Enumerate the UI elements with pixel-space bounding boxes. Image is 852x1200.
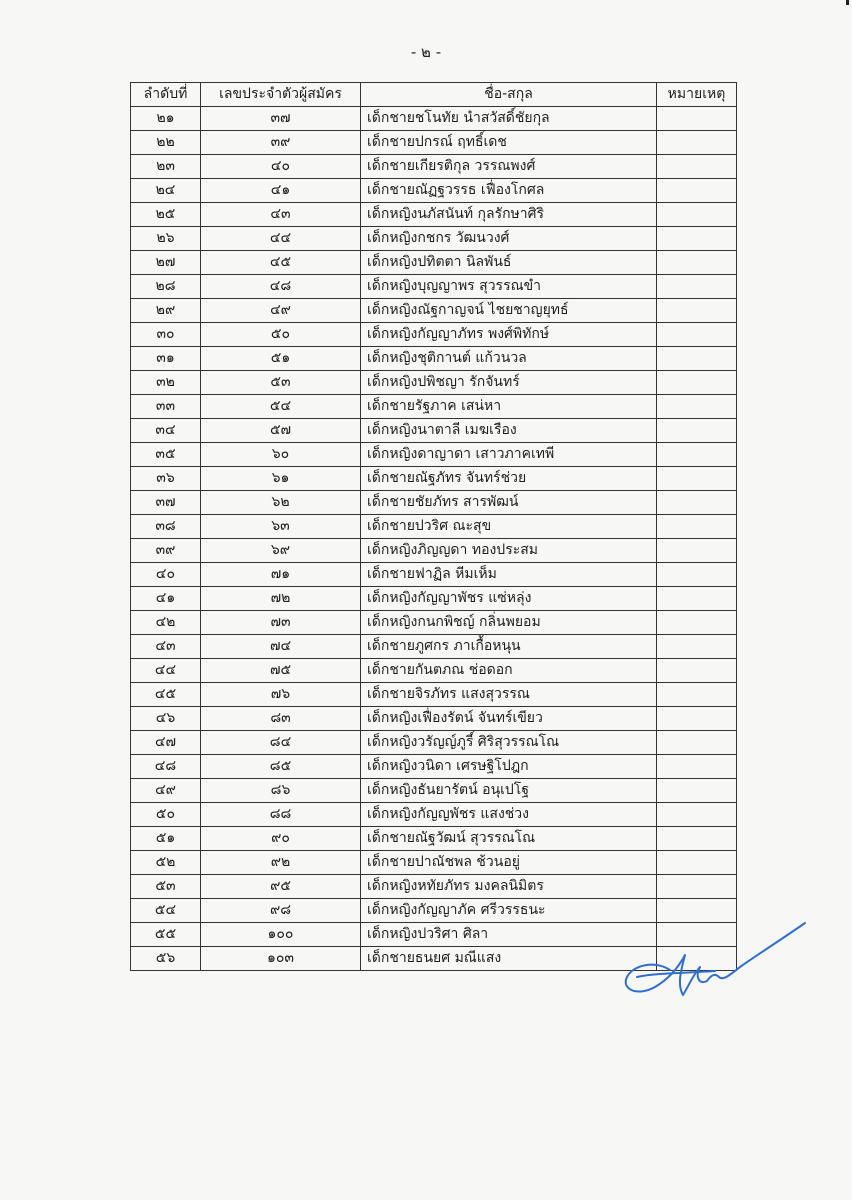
row-name: เด็กหญิงกนกพิชญ์ กลิ่นพยอม <box>361 611 657 635</box>
table-row <box>131 851 737 875</box>
row-applicant-id: ๘๓ <box>201 707 361 731</box>
row-applicant-id: ๙๒ <box>201 851 361 875</box>
row-applicant-id: ๘๕ <box>201 755 361 779</box>
row-remark <box>657 347 737 371</box>
table-row <box>131 683 737 707</box>
row-remark <box>657 827 737 851</box>
row-remark <box>657 491 737 515</box>
row-remark <box>657 323 737 347</box>
row-applicant-id: ๕๔ <box>201 395 361 419</box>
row-applicant-id: ๕๐ <box>201 323 361 347</box>
row-order: ๔๘ <box>131 755 201 779</box>
row-order: ๕๒ <box>131 851 201 875</box>
row-applicant-id: ๔๓ <box>201 203 361 227</box>
row-order: ๕๕ <box>131 923 201 947</box>
table-body <box>131 107 737 971</box>
row-applicant-id: ๔๔ <box>201 227 361 251</box>
table-row <box>131 491 737 515</box>
header-applicant-id: เลขประจำตัวผู้สมัคร <box>201 83 361 107</box>
row-order: ๒๑ <box>131 107 201 131</box>
row-applicant-id: ๗๕ <box>201 659 361 683</box>
scan-mark <box>846 0 849 5</box>
row-applicant-id: ๔๘ <box>201 275 361 299</box>
row-applicant-id: ๙๐ <box>201 827 361 851</box>
table-row <box>131 707 737 731</box>
table-row <box>131 611 737 635</box>
row-applicant-id: ๗๓ <box>201 611 361 635</box>
row-order: ๔๔ <box>131 659 201 683</box>
row-remark <box>657 683 737 707</box>
row-remark <box>657 707 737 731</box>
row-order: ๓๒ <box>131 371 201 395</box>
row-order: ๔๙ <box>131 779 201 803</box>
row-name: เด็กชายรัฐภาค เสน่หา <box>361 395 657 419</box>
row-order: ๓๔ <box>131 419 201 443</box>
page-number: - ๒ - <box>410 43 442 61</box>
row-applicant-id: ๔๙ <box>201 299 361 323</box>
row-order: ๓๖ <box>131 467 201 491</box>
row-applicant-id: ๔๑ <box>201 179 361 203</box>
table-row <box>131 251 737 275</box>
row-order: ๓๐ <box>131 323 201 347</box>
header-name: ชื่อ-สกุล <box>361 83 657 107</box>
row-remark <box>657 155 737 179</box>
row-remark <box>657 731 737 755</box>
row-name: เด็กหญิงวนิดา เศรษฐิโปฎก <box>361 755 657 779</box>
row-order: ๕๐ <box>131 803 201 827</box>
row-name: เด็กหญิงธันยารัตน์ อนุเปโฐ <box>361 779 657 803</box>
row-name: เด็กชายธนยศ มณีแสง <box>361 947 657 971</box>
row-remark <box>657 635 737 659</box>
table-row <box>131 371 737 395</box>
row-order: ๕๖ <box>131 947 201 971</box>
table-row <box>131 467 737 491</box>
row-applicant-id: ๗๒ <box>201 587 361 611</box>
table-row <box>131 299 737 323</box>
table-row <box>131 227 737 251</box>
row-name: เด็กหญิงภิญญดา ทองประสม <box>361 539 657 563</box>
row-name: เด็กชายกันตภณ ช่อดอก <box>361 659 657 683</box>
row-remark <box>657 755 737 779</box>
table-row <box>131 731 737 755</box>
row-remark <box>657 803 737 827</box>
table-row <box>131 827 737 851</box>
row-remark <box>657 179 737 203</box>
row-order: ๔๑ <box>131 587 201 611</box>
row-remark <box>657 275 737 299</box>
row-remark <box>657 251 737 275</box>
row-applicant-id: ๑๐๐ <box>201 923 361 947</box>
row-name: เด็กหญิงนาตาลี เมฆเรือง <box>361 419 657 443</box>
table-row <box>131 347 737 371</box>
row-order: ๒๖ <box>131 227 201 251</box>
row-applicant-id: ๖๒ <box>201 491 361 515</box>
row-applicant-id: ๕๑ <box>201 347 361 371</box>
row-applicant-id: ๘๘ <box>201 803 361 827</box>
row-name: เด็กหญิงบุญญาพร สุวรรณขำ <box>361 275 657 299</box>
row-name: เด็กชายณัฏฐวรรธ เฟื่องโกศล <box>361 179 657 203</box>
row-name: เด็กหญิงณัฐกาญจน์ ไชยชาญยุทธ์ <box>361 299 657 323</box>
row-order: ๕๓ <box>131 875 201 899</box>
table-row <box>131 635 737 659</box>
row-applicant-id: ๖๑ <box>201 467 361 491</box>
row-name: เด็กหญิงปทิตตา นิลพันธ์ <box>361 251 657 275</box>
table-row <box>131 875 737 899</box>
table-row <box>131 515 737 539</box>
row-name: เด็กหญิงดาญาดา เสาวภาคเทพี <box>361 443 657 467</box>
row-applicant-id: ๖๙ <box>201 539 361 563</box>
row-name: เด็กหญิงเฟื่องรัตน์ จันทร์เขียว <box>361 707 657 731</box>
row-order: ๓๓ <box>131 395 201 419</box>
table-row <box>131 203 737 227</box>
row-name: เด็กชายณัฐภัทร จันทร์ช่วย <box>361 467 657 491</box>
row-remark <box>657 515 737 539</box>
row-remark <box>657 563 737 587</box>
table-row <box>131 107 737 131</box>
table-row <box>131 587 737 611</box>
row-remark <box>657 443 737 467</box>
row-applicant-id: ๘๖ <box>201 779 361 803</box>
row-applicant-id: ๔๕ <box>201 251 361 275</box>
row-name: เด็กชายฟาฏิล หีมเห็ม <box>361 563 657 587</box>
row-name: เด็กชายจิรภัทร แสงสุวรรณ <box>361 683 657 707</box>
row-order: ๒๙ <box>131 299 201 323</box>
row-applicant-id: ๓๗ <box>201 107 361 131</box>
row-order: ๓๙ <box>131 539 201 563</box>
row-name: เด็กหญิงนภัสนันท์ กุลรักษาศิริ <box>361 203 657 227</box>
row-name: เด็กหญิงหทัยภัทร มงคลนิมิตร <box>361 875 657 899</box>
table-row <box>131 275 737 299</box>
row-applicant-id: ๙๕ <box>201 875 361 899</box>
row-remark <box>657 107 737 131</box>
table-header-row <box>131 83 737 107</box>
row-remark <box>657 851 737 875</box>
row-name: เด็กชายเกียรติกุล วรรณพงศ์ <box>361 155 657 179</box>
row-applicant-id: ๕๓ <box>201 371 361 395</box>
row-name: เด็กชายภูศกร ภาเกื้อหนุน <box>361 635 657 659</box>
row-name: เด็กชายปาณัชพล ช้วนอยู่ <box>361 851 657 875</box>
row-name: เด็กชายปกรณ์ ฤทธิ์เดช <box>361 131 657 155</box>
applicant-table <box>130 82 737 971</box>
row-order: ๕๔ <box>131 899 201 923</box>
table-row <box>131 395 737 419</box>
row-name: เด็กชายชัยภัทร สารพัฒน์ <box>361 491 657 515</box>
row-applicant-id: ๙๘ <box>201 899 361 923</box>
row-applicant-id: ๘๔ <box>201 731 361 755</box>
table-row <box>131 803 737 827</box>
row-remark <box>657 371 737 395</box>
row-name: เด็กหญิงกัญญาภัทร พงศ์พิทักษ์ <box>361 323 657 347</box>
table-row <box>131 755 737 779</box>
row-applicant-id: ๗๔ <box>201 635 361 659</box>
row-order: ๒๒ <box>131 131 201 155</box>
row-applicant-id: ๗๑ <box>201 563 361 587</box>
row-remark <box>657 659 737 683</box>
table-row <box>131 323 737 347</box>
table-row <box>131 779 737 803</box>
row-applicant-id: ๕๗ <box>201 419 361 443</box>
row-name: เด็กหญิงปวริศา ศิลา <box>361 923 657 947</box>
table-row <box>131 131 737 155</box>
row-name: เด็กชายชโนทัย นำสวัสดิ์ชัยกุล <box>361 107 657 131</box>
table-row <box>131 563 737 587</box>
row-order: ๒๓ <box>131 155 201 179</box>
row-remark <box>657 587 737 611</box>
row-name: เด็กหญิงกชกร วัฒนวงศ์ <box>361 227 657 251</box>
row-order: ๓๘ <box>131 515 201 539</box>
row-applicant-id: ๗๖ <box>201 683 361 707</box>
row-applicant-id: ๖๐ <box>201 443 361 467</box>
row-remark <box>657 875 737 899</box>
row-remark <box>657 611 737 635</box>
table-row <box>131 539 737 563</box>
table-row <box>131 155 737 179</box>
row-name: เด็กหญิงกัญญาภัค ศรีวรรธนะ <box>361 899 657 923</box>
row-remark <box>657 299 737 323</box>
row-order: ๔๖ <box>131 707 201 731</box>
table-row <box>131 443 737 467</box>
table-row <box>131 419 737 443</box>
row-remark <box>657 779 737 803</box>
row-order: ๓๑ <box>131 347 201 371</box>
row-remark <box>657 227 737 251</box>
row-order: ๔๓ <box>131 635 201 659</box>
row-remark <box>657 419 737 443</box>
row-name: เด็กหญิงกัญญาพัชร แซ่หลุ่ง <box>361 587 657 611</box>
row-applicant-id: ๑๐๓ <box>201 947 361 971</box>
row-order: ๔๒ <box>131 611 201 635</box>
row-remark <box>657 467 737 491</box>
row-order: ๔๕ <box>131 683 201 707</box>
row-order: ๔๗ <box>131 731 201 755</box>
table-row <box>131 179 737 203</box>
row-order: ๒๘ <box>131 275 201 299</box>
row-order: ๔๐ <box>131 563 201 587</box>
row-name: เด็กหญิงกัญญพัชร แสงช่วง <box>361 803 657 827</box>
row-order: ๕๑ <box>131 827 201 851</box>
row-remark <box>657 203 737 227</box>
row-applicant-id: ๓๙ <box>201 131 361 155</box>
row-name: เด็กหญิงวรัญญ์ภูรี์ ศิริสุวรรณโณ <box>361 731 657 755</box>
row-order: ๒๕ <box>131 203 201 227</box>
row-applicant-id: ๔๐ <box>201 155 361 179</box>
row-name: เด็กหญิงชุติกานต์ แก้วนวล <box>361 347 657 371</box>
table-row <box>131 659 737 683</box>
row-remark <box>657 131 737 155</box>
row-order: ๓๗ <box>131 491 201 515</box>
row-remark <box>657 395 737 419</box>
header-remark: หมายเหตุ <box>657 83 737 107</box>
row-order: ๒๔ <box>131 179 201 203</box>
row-order: ๒๗ <box>131 251 201 275</box>
row-remark <box>657 539 737 563</box>
row-name: เด็กชายปวริศ ณะสุข <box>361 515 657 539</box>
row-name: เด็กชายณัฐวัฒน์ สุวรรณโณ <box>361 827 657 851</box>
header-order: ลำดับที่ <box>131 83 201 107</box>
row-order: ๓๕ <box>131 443 201 467</box>
row-applicant-id: ๖๓ <box>201 515 361 539</box>
row-name: เด็กหญิงปพิชญา รักจันทร์ <box>361 371 657 395</box>
signature <box>615 915 815 1005</box>
